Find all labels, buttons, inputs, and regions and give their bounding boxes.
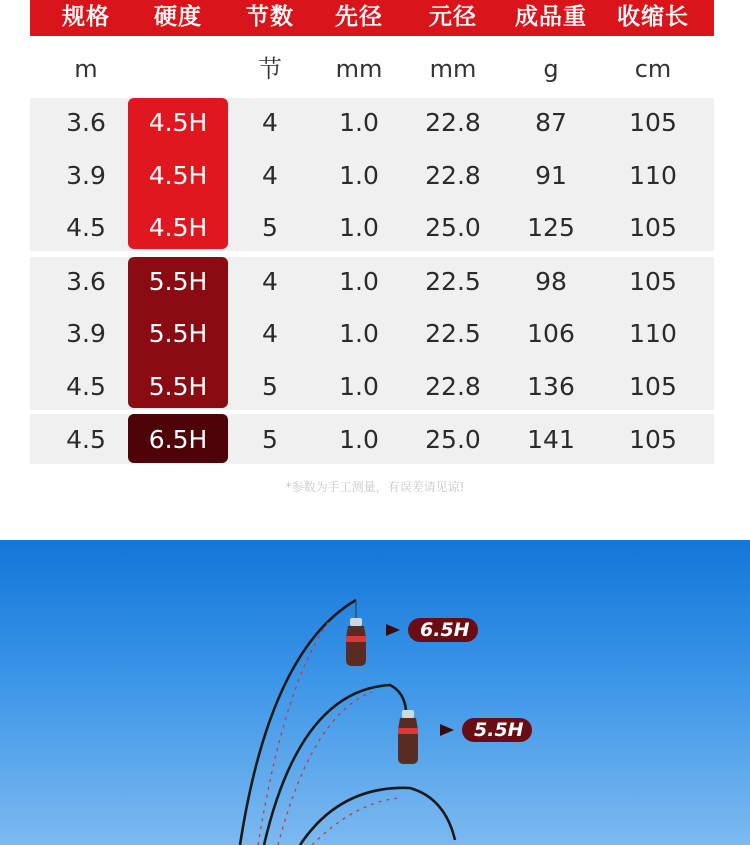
cell-weight: 125 (527, 213, 575, 242)
cell-length: 3.6 (66, 267, 106, 296)
cell-weight: 136 (527, 372, 575, 401)
header-butt-diameter: 元径 (429, 4, 477, 30)
cell-butt-diameter: 25.0 (425, 425, 481, 454)
cell-tip-diameter: 1.0 (339, 161, 379, 190)
cell-sections: 4 (262, 319, 278, 348)
header-hardness: 硬度 (154, 4, 202, 30)
unit-tip-diameter: mm (335, 55, 383, 83)
table-header-row (30, 0, 714, 36)
table-row (30, 149, 714, 202)
table-row (30, 255, 714, 308)
unit-hardness (132, 36, 224, 98)
cell-tip-diameter: 1.0 (339, 108, 379, 137)
unit-sections: 节 (258, 55, 282, 83)
cell-sections: 4 (262, 108, 278, 137)
hardness-badge-6-5h: 6.5H (408, 618, 478, 642)
units-row (30, 36, 714, 98)
cell-closed-length: 105 (629, 267, 677, 296)
cell-closed-length: 105 (629, 213, 677, 242)
table-row (30, 96, 714, 149)
cell-hardness: 6.5H (148, 425, 208, 454)
cell-closed-length: 105 (629, 108, 677, 137)
cell-hardness: 4.5H (148, 161, 208, 190)
unit-length: m (74, 55, 98, 83)
cell-butt-diameter: 22.8 (425, 108, 481, 137)
rod-4-5h-accent (312, 798, 400, 845)
cell-closed-length: 105 (629, 372, 677, 401)
cell-butt-diameter: 22.5 (425, 319, 481, 348)
cell-hardness: 4.5H (148, 213, 208, 242)
header-length: 规格 (62, 4, 110, 30)
arrow-right-icon (386, 624, 400, 636)
cell-weight: 98 (535, 267, 567, 296)
cell-tip-diameter: 1.0 (339, 267, 379, 296)
cell-length: 3.9 (66, 161, 106, 190)
cell-length: 3.6 (66, 108, 106, 137)
unit-closed-length: cm (634, 55, 672, 83)
cell-closed-length: 105 (629, 425, 677, 454)
cell-sections: 5 (262, 213, 278, 242)
cell-weight: 87 (535, 108, 567, 137)
unit-weight: g (543, 55, 559, 83)
cell-hardness: 5.5H (148, 372, 208, 401)
bottle-icon (346, 618, 366, 666)
table-row (30, 360, 714, 413)
measurement-note: *参数为手工测量，有误差请见谅! (285, 480, 465, 494)
header-sections: 节数 (246, 4, 294, 30)
cell-weight: 106 (527, 319, 575, 348)
rod-4-5h-curve (300, 788, 455, 845)
cell-sections: 5 (262, 372, 278, 401)
table-row (30, 413, 714, 466)
cell-tip-diameter: 1.0 (339, 213, 379, 242)
cell-hardness: 5.5H (148, 319, 208, 348)
cell-length: 4.5 (66, 425, 106, 454)
cell-butt-diameter: 22.8 (425, 161, 481, 190)
table-row (30, 307, 714, 360)
cell-length: 4.5 (66, 372, 106, 401)
cell-tip-diameter: 1.0 (339, 372, 379, 401)
cell-sections: 4 (262, 161, 278, 190)
cell-hardness: 4.5H (148, 108, 208, 137)
cell-weight: 91 (535, 161, 567, 190)
rod-6-5h-accent (258, 620, 330, 845)
arrow-right-icon (440, 724, 454, 736)
rod-bend-illustration (0, 540, 750, 845)
header-weight: 成品重 (515, 4, 587, 30)
bottle-icon (398, 710, 418, 764)
header-tip-diameter: 先径 (335, 4, 383, 30)
cell-closed-length: 110 (629, 161, 677, 190)
fishing-rod-curves (0, 540, 750, 845)
cell-sections: 5 (262, 425, 278, 454)
cell-tip-diameter: 1.0 (339, 319, 379, 348)
cell-tip-diameter: 1.0 (339, 425, 379, 454)
cell-weight: 141 (527, 425, 575, 454)
cell-length: 4.5 (66, 213, 106, 242)
cell-sections: 4 (262, 267, 278, 296)
cell-butt-diameter: 22.5 (425, 267, 481, 296)
table-row (30, 201, 714, 254)
unit-butt-diameter: mm (429, 55, 477, 83)
header-closed-length: 收缩长 (617, 4, 689, 30)
cell-length: 3.9 (66, 319, 106, 348)
cell-hardness: 5.5H (148, 267, 208, 296)
cell-closed-length: 110 (629, 319, 677, 348)
cell-butt-diameter: 22.8 (425, 372, 481, 401)
hardness-badge-5-5h: 5.5H (462, 718, 532, 742)
rod-6-5h-curve (240, 600, 356, 845)
cell-butt-diameter: 25.0 (425, 213, 481, 242)
